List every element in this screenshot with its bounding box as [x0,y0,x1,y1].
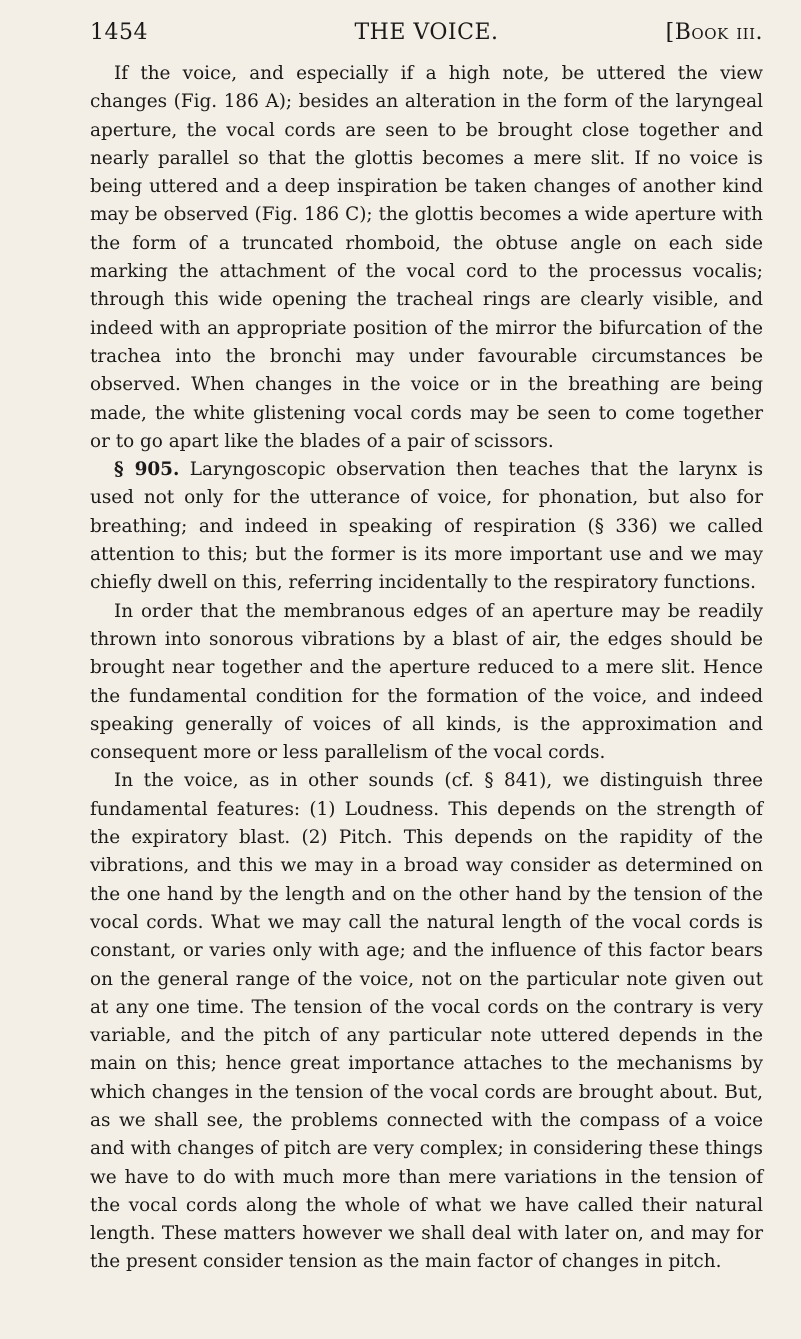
running-title: THE VOICE. [354,20,499,45]
paragraph [90,598,763,768]
paragraph-text: In order that the membranous edges of an aperture may be readily thrown into sonorous vibrations by a blast of air, the edges should be brought near together and the aperture reduced to a mere slit. Hence the fundamental condition for the formation of the voice, and indeed speaking generally of voices of all kinds, is the approximation and consequent more or less parallelism of the vocal cords. [90,600,763,764]
book-reference: [Book iii. [665,20,763,45]
paragraph [90,767,763,1276]
paragraph [90,456,763,597]
paragraph [90,60,763,456]
paragraph-text: Laryngoscopic observation then teaches that the larynx is used not only for the utterance of voice, for phonation, but also for breathing; and indeed in speaking of respiration (§ 336) we called attention to this; but the former is its more important use and we may chiefly dwell on this, referring incidentally to the respiratory functions. [90,459,764,594]
paragraph-text: In the voice, as in other sounds (cf. § 841), we distinguish three fundamental features: (1) Loudness. This depends on the strength of the expiratory blast. (2) Pitch. This depends on the rapidity of the vibrations, and this we may in a broad way consider as determined on the one hand by the length and on the other hand by the tension of the vocal cords. What we may call the natural length of the vocal cords is constant, or varies only with age; and the influence of this factor bears on the general range of the voice, not on the particular note given out at any one time. The tension of the vocal cords on the contrary is very variable, and the pitch of any particular note uttered depends in the main on this; hence great importance attaches to the mechanisms by which changes in the tension of the vocal cords are brought about. But, as we shall see, the problems connected with the compass of a voice and with changes of pitch are very complex; in considering these things we have to do with much more than mere variations in the tension of the vocal cords along the whole of what we have called their natural length. These matters however we shall deal with later on, and may for the present consider tension as the main factor of changes in pitch. [90,770,763,1273]
paragraph-text: If the voice, and especially if a high note, be uttered the view changes (Fig. 186 A); besides an alteration in the form of the laryngeal aperture, the vocal cords are seen to be brought close together and nearly parallel so that the glottis becomes a mere slit. If no voice is being uttered and a deep inspiration be taken changes of another kind may be observed (Fig. 186 C); the glottis becomes a wide aperture with the form of a truncated rhomboid, the obtuse angle on each side marking the attachment of the vocal cord to the processus vocalis; through this wide opening the tracheal rings are clearly visible, and indeed with an appropriate position of the mirror the bifurcation of the trachea into the bronchi may under favourable circumstances be observed. When changes in the voice or in the breathing are being made, the white glistening vocal cords may be seen to come together or to go apart like the blades of a pair of scissors. [90,63,763,452]
running-head [90,0,763,60]
section-number: § 905. [114,459,180,481]
body-text [90,60,763,1277]
page-number: 1454 [90,20,148,45]
